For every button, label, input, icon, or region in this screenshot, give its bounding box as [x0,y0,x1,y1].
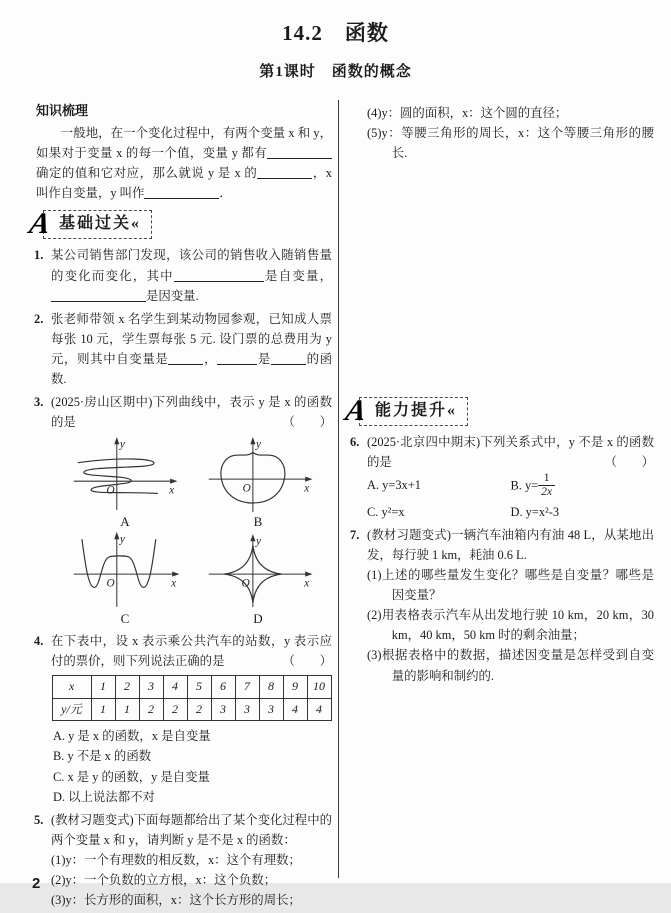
question-5-number: 5. [34,812,44,827]
axis-label-x: x [304,577,310,590]
question-5-item-3: (3)y：长方形的面积，x：这个长方形的周长； [51,893,301,908]
graph-option-c [59,531,192,626]
question-7-number: 7. [350,527,360,542]
question-6-options-row-1 [367,472,654,499]
question-2 [36,309,332,389]
question-1-number: 1. [34,248,44,263]
question-4-option-d: D. 以上说法都不对 [53,789,155,804]
section-advanced-label [359,397,468,426]
answer-bracket: （ ） [282,415,332,430]
graph-a-letter: A [120,514,130,530]
question-7-stem: (教材习题变式)一辆汽车油箱内有油 48 L，从某地出发，每行驶 1 km，耗油 0.6 L. [367,527,654,562]
axis-label-y: y [119,438,125,451]
question-1-text-1: 某公司销售部门发现，该公司的销售收入随销售量的变化而变化，其中 [51,248,332,283]
table-header-x: x [52,676,91,698]
left-column [27,100,333,913]
graph-b-letter: B [253,514,263,530]
table-cell: 3 [139,676,163,698]
question-2-text-3: 是 [257,351,271,366]
table-cell: 1 [115,698,139,720]
section-basic-text: 基础过关 [59,214,132,232]
table-header-y: y/元 [52,698,91,720]
question-5-item-1: (1)y：一个有理数的相反数，x：这个有理数； [51,852,301,867]
axis-label-y: y [255,535,261,548]
origin-label: O [106,484,115,497]
knowledge-text-4: ． [219,186,232,201]
section-band-basic [27,207,332,241]
answer-bracket: （ ） [604,455,654,470]
question-6-option-c: C. y²=x [367,504,405,519]
axis-label-x: x [304,482,310,495]
question-6-options-row-2 [367,502,654,522]
axis-label-y: y [255,438,261,451]
question-3-number: 3. [34,395,44,410]
graph-b-plot [195,434,321,514]
question-7-item-3: (3)根据表格中的数据，描述因变量是怎样受到自变量的影响和制约的. [367,648,654,683]
fill-blank [217,352,257,365]
question-3 [36,392,332,628]
question-4 [36,631,332,806]
table-cell: 3 [259,698,283,720]
origin-label: O [242,482,251,495]
blank-workspace [352,166,654,390]
section-advanced-text: 能力提升 [375,401,448,419]
knowledge-text-1: 一般地，在一个变化过程中，有两个变量 x 和 y，如果对于变量 x 的每一个值，变量 y 都有 [36,126,332,161]
question-5-item-5: (5)y：等腰三角形的周长，x：这个等腰三角形的腰长. [367,126,654,161]
question-4-option-a: A. y 是 x 的函数，x 是自变量 [53,729,211,744]
question-3-stem: (2025·房山区期中)下列曲线中，表示 y 是 x 的函数的是 [51,395,332,430]
question-5-stem: (教材习题变式)下面每题都给出了某个变化过程中的两个变量 x 和 y，请判断 y 是不是 x 的函数： [51,812,332,847]
table-cell: 8 [259,676,283,698]
fill-blank [51,289,146,302]
page-title: 14.2 函数 [282,21,389,45]
table-cell: 4 [307,698,331,720]
question-2-text-1: 张老师带领 x 名学生到某动物园参观，已知成人票每张 10 元，学生票每张 5 元. 设门票的总费用为 y 元，则其中自变量是 [51,311,332,366]
question-5 [36,810,332,910]
graph-d-letter: D [253,611,263,627]
fill-blank [267,146,332,159]
table-cell: 1 [91,676,115,698]
knowledge-paragraph [36,123,332,203]
graph-option-a [59,434,192,529]
knowledge-text-2: 确定的值和它对应，那么就说 y 是 x 的 [36,166,258,181]
graph-c-plot [62,531,188,611]
fill-blank [144,186,219,199]
answer-bracket: （ ） [282,654,332,669]
squiggle-curve [78,459,158,494]
table-cell: 6 [211,676,235,698]
question-4-option-b: B. y 不是 x 的函数 [53,749,152,764]
section-band-advanced [343,394,654,428]
table-cell: 10 [307,676,331,698]
table-cell: 2 [163,698,187,720]
knowledge-heading: 知识梳理 [36,103,89,118]
fill-blank [174,269,264,282]
axis-label-x: x [171,577,177,590]
option-b-prefix: B. y= [510,478,539,493]
fill-blank [257,166,312,179]
table-cell: 7 [235,676,259,698]
column-divider [338,100,339,878]
origin-label: O [241,577,250,590]
table-cell: 2 [115,676,139,698]
graph-c-letter: C [120,611,130,627]
question-3-graphs [51,434,332,628]
section-a-icon: A [27,207,54,241]
question-6-stem: (2025·北京四中期末)下列关系式中，y 不是 x 的函数的是 [367,435,654,470]
question-6 [352,432,654,522]
graph-a-plot [62,434,188,514]
question-1 [36,245,332,305]
table-cell: 2 [187,698,211,720]
origin-label: O [106,577,115,590]
axis-label-x: x [169,484,175,497]
graph-option-b [192,434,325,529]
table-row-y [52,698,331,720]
page-number: 2 [32,875,41,892]
question-7-item-2: (2)用表格表示汽车从出发地行驶 10 km，20 km，30 km，40 km，50 km 时的剩余油量； [367,608,654,643]
right-column [343,103,654,689]
table-cell: 2 [139,698,163,720]
table-cell: 4 [163,676,187,698]
table-cell: 3 [211,698,235,720]
section-basic-label [43,210,152,239]
section-a-icon: A [343,394,370,428]
section-basic-mark: « [131,214,142,232]
question-2-text-2: ， [203,351,218,366]
question-6-option-b [510,472,655,499]
question-6-number: 6. [350,435,360,450]
question-7 [352,525,654,686]
table-cell: 3 [235,698,259,720]
axis-label-y: y [119,533,125,546]
fill-blank [168,352,203,365]
table-cell: 5 [187,676,211,698]
question-5-item-2: (2)y：一个负数的立方根，x：这个负数； [51,872,277,887]
fraction [538,472,555,498]
question-4-stem: 在下表中，设 x 表示乘公共汽车的站数，y 表示应付的票价，则下列说法正确的是 [51,634,332,669]
fraction-numerator: 1 [543,472,550,485]
fraction-denominator: 2x [538,485,555,499]
fare-table [52,675,332,721]
table-cell: 4 [283,698,307,720]
question-4-number: 4. [34,634,44,649]
knowledge-text-3: ，x 叫作自变量，y 叫作 [36,166,333,201]
question-5-continued [352,103,654,163]
section-advanced-mark: « [447,401,458,419]
graph-d-plot [195,531,321,611]
question-7-item-1: (1)上述的哪些量发生变化？哪些是自变量？哪些是因变量？ [367,568,654,603]
question-4-option-c: C. x 是 y 的函数，y 是自变量 [53,769,210,784]
question-2-text-4: 的函数. [51,351,333,386]
table-cell: 1 [91,698,115,720]
table-row-x [52,676,331,698]
page-subtitle: 第1课时 函数的概念 [259,64,412,80]
graph-option-d [192,531,325,626]
question-6-option-a: A. y=3x+1 [367,478,421,493]
question-6-option-d: D. y=x²-3 [510,504,560,519]
question-1-text-2: 是自变量， [263,268,333,283]
w-curve [82,539,156,587]
question-5-item-4: (4)y：圆的面积，x：这个圆的直径； [367,106,568,120]
question-2-number: 2. [34,311,44,326]
question-1-text-3: 是因变量. [146,288,199,303]
fill-blank [271,352,306,365]
table-cell: 9 [283,676,307,698]
